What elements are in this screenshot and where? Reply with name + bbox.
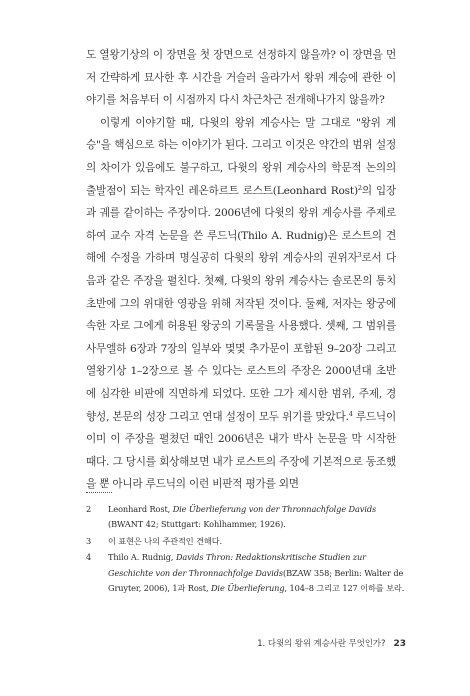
running-head: 1. 다윗의 왕위 계승사란 무엇인가? [257, 638, 386, 648]
body-text [86, 44, 396, 496]
footnote [86, 550, 406, 596]
footnote-text: Leonhard Rost, Die Überlieferung von der Thronnachfolge Davids (BWANT 42; Stuttgart: Kohlhammer, 1926). [108, 504, 377, 530]
page-number: 23 [393, 639, 406, 649]
footnote [86, 502, 406, 533]
footnote-number: 4 [86, 552, 92, 563]
page-footer [257, 637, 406, 649]
footnote-text: Thilo A. Rudnig, Davids Thron: Redaktionskritische Studien zur Geschichte von der Thronnachfolge Davids(BZAW 358; Berlin: Walter de Gruyter, 2006), 1과 Rost, Die Überlieferung, 104–8 그리고 127 이하를 보라. [108, 552, 405, 594]
paragraph-continued: 도 열왕기상의 이 장면을 첫 장면으로 선정하지 않을까? 이 장면을 먼저 간략하게 묘사한 후 시간을 거슬러 올라가서 왕위 계승에 관한 이야기를 처음부터 이 시점까지 다시 차근차근 전개해나가지 않을까? [86, 49, 396, 107]
paragraph-text: 이렇게 이야기할 때, 다윗의 왕위 계승사는 말 그대로 "왕위 계승"을 핵심으로 하는 이야기가 된다. 그리고 이것은 약간의 범위 설정의 차이가 있음에도 불구하고, 다윗의 왕위 계승사의 학문적 논의의 출발점이 되는 학자인 레온하르트 로스트(Leonhard Rost) [86, 116, 396, 197]
footnote-marker[interactable]: 4 [348, 409, 353, 418]
footnote-text: 이 표현은 나의 주관적인 견해다. [108, 535, 223, 546]
footnote [86, 534, 406, 549]
footnote-separator [86, 492, 112, 493]
paragraph-main [86, 112, 396, 496]
footnote-marker[interactable]: 3 [357, 251, 362, 260]
footnote-number: 3 [86, 535, 92, 546]
paragraph-text: 루드닉이 이미 이 주장을 펼쳤던 때인 2006년은 내가 박사 논문을 막 시작한 때다. 그 당시를 회상해보면 내가 로스트의 주장에 기본적으로 동조했을 뿐 아니라 루드닉의 이런 비판적 평가를 외면 [86, 410, 396, 491]
footnote-number: 2 [86, 504, 92, 514]
footnotes [86, 502, 406, 597]
paragraph-text: 의 입장과 궤를 같이하는 주장이다. 2006년에 다윗의 왕위 계승사를 주제로 하여 교수 자격 논문을 쓴 루드닉(Thilo A. Rudnig)은 로스트의 견해에 수정을 가하며 명실공히 다윗의 왕위 계승사의 권위자 [86, 184, 396, 265]
footnote-marker[interactable]: 2 [357, 183, 362, 192]
paragraph-text: 로서 다음과 같은 주장을 펼친다. 첫째, 다윗의 왕위 계승사는 솔로몬의 통치 초반에 그의 위대한 영광을 위해 저작된 것이다. 둘째, 저자는 왕궁에 속한 자로 그에게 허용된 왕궁의 기록물을 사용했다. 셋째, 그 범위를 사무엘하 6장과 7장의 일부와 몇몇 추가문이 포함된 9–20장 그리고 열왕기상 1–2장으로 볼 수 있다는 로스트의 주장은 2000년대 초반에 심각한 비판에 직면하게 되었다. 또한 그가 제시한 범위, 주제, 경향성, 본문의 성장 그리고 연대 설정이 모두 위기를 맞았다. [86, 252, 396, 423]
